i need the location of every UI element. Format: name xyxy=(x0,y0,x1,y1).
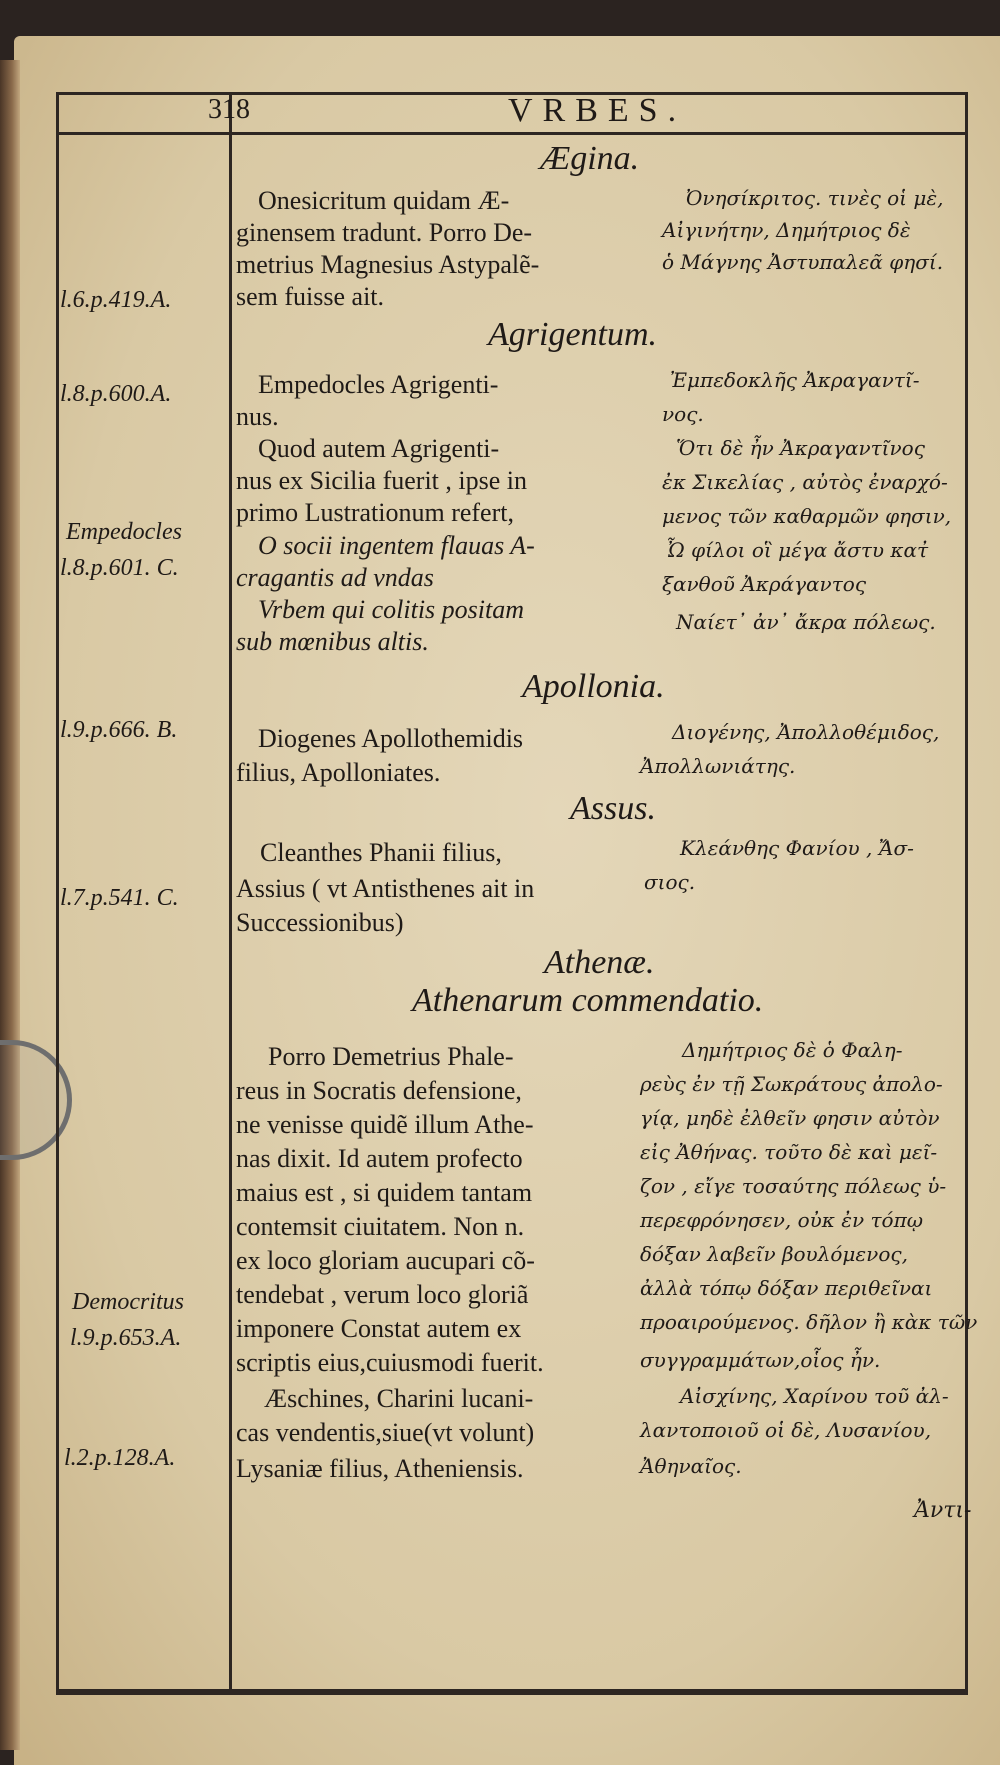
latin-verse: sub mœnibus altis. xyxy=(236,627,429,656)
latin-line: scriptis eius,cuiusmodi fuerit. xyxy=(236,1348,544,1377)
section-heading: Assus. xyxy=(570,790,656,827)
greek-line: Αἰγινήτην, Δημήτριος δὲ xyxy=(662,218,911,242)
latin-line: ex loco gloriam aucupari cõ- xyxy=(236,1246,535,1275)
latin-line: ne venisse quidẽ illum Athe- xyxy=(236,1110,534,1139)
latin-line: filius, Apolloniates. xyxy=(236,758,441,787)
latin-line: Onesicritum quidam Æ- xyxy=(258,186,510,215)
greek-line: Ἐμπεδοκλῆς Ἀκραγαντῖ- xyxy=(670,368,920,392)
latin-line: Empedocles Agrigenti- xyxy=(258,370,499,399)
greek-line: Ἀπολλωνιάτης. xyxy=(640,754,796,778)
margin-reference: l.7.p.541. C. xyxy=(60,885,179,911)
latin-line: sem fuisse ait. xyxy=(236,282,385,311)
latin-line: Porro Demetrius Phale- xyxy=(268,1042,514,1071)
latin-line: contemsit ciuitatem. Non n. xyxy=(236,1212,525,1241)
section-subheading: Athenarum commendatio. xyxy=(412,982,764,1019)
greek-line: ξανθοῦ Ἀκράγαντος xyxy=(662,572,867,596)
header-rule xyxy=(56,132,968,135)
greek-line: Διογένης, Ἀπολλοθέμιδος, xyxy=(672,720,940,744)
section-heading: Athenæ. xyxy=(544,944,655,981)
latin-line: primo Lustrationum refert, xyxy=(236,498,514,527)
latin-line: Diogenes Apollothemidis xyxy=(258,724,524,753)
greek-line: ὁ Μάγνης Ἀστυπαλεᾶ φησί. xyxy=(662,250,944,274)
footer-rule xyxy=(56,1692,968,1695)
latin-line: Lysaniæ filius, Atheniensis. xyxy=(236,1454,524,1483)
margin-reference: Democritus xyxy=(72,1289,184,1315)
greek-line: Ὅτι δὲ ἦν Ἀκραγαντῖνος xyxy=(676,436,925,460)
margin-reference: Empedocles xyxy=(66,519,182,545)
latin-line: cas vendentis,siue(vt volunt) xyxy=(236,1418,535,1447)
catchword: Ἀντι- xyxy=(914,1498,972,1523)
latin-verse: O socii ingentem flauas A- xyxy=(258,531,535,560)
margin-reference: l.9.p.653.A. xyxy=(70,1325,182,1351)
greek-line: γίᾳ, μηδὲ ἐλθεῖν φησιν αὐτὸν xyxy=(640,1106,940,1130)
greek-line: μενος τῶν καθαρμῶν φησιν, xyxy=(662,504,952,528)
margin-reference: l.8.p.601. C. xyxy=(60,555,179,581)
running-title: VRBES. xyxy=(508,92,687,129)
latin-verse: cragantis ad vndas xyxy=(236,563,434,592)
greek-line: εἰς Ἀθήνας. τοῦτο δὲ καὶ μεῖ- xyxy=(640,1140,938,1164)
greek-line: Δημήτριος δὲ ὁ Φαλη- xyxy=(682,1038,903,1062)
latin-line: imponere Constat autem ex xyxy=(236,1314,522,1343)
greek-line: συγγραμμάτων,οἷος ἦν. xyxy=(640,1348,881,1372)
page-number: 318 xyxy=(208,94,250,125)
latin-line: Æschines, Charini lucani- xyxy=(264,1384,534,1413)
margin-column-rule xyxy=(229,92,232,1692)
section-heading: Ægina. xyxy=(540,140,640,177)
greek-line: ζον , εἴγε τοσαύτης πόλεως ὑ- xyxy=(640,1174,947,1198)
latin-line: nas dixit. Id autem profecto xyxy=(236,1144,523,1173)
page-stack-edge xyxy=(0,60,20,1750)
latin-line: tendebat , verum loco gloriã xyxy=(236,1280,529,1309)
greek-line: προαιρούμενος. δῆλον ἢ κὰκ τῶν xyxy=(640,1310,978,1334)
margin-reference: l.8.p.600.A. xyxy=(60,381,172,407)
greek-line: περεφρόνησεν, οὐκ ἐν τόπῳ xyxy=(640,1208,924,1232)
greek-line: Ὦ φίλοι οἳ μέγα ἄστυ κατ̓ xyxy=(666,538,929,562)
latin-line: ginensem tradunt. Porro De- xyxy=(236,218,533,247)
greek-line: Αἰσχίνης, Χαρίνου τοῦ ἀλ- xyxy=(680,1384,949,1408)
latin-line: Quod autem Agrigenti- xyxy=(258,434,500,463)
latin-line: reus in Socratis defensione, xyxy=(236,1076,522,1105)
latin-verse: Vrbem qui colitis positam xyxy=(258,595,525,624)
latin-line: Assius ( vt Antisthenes ait in xyxy=(236,874,535,903)
greek-line: ἀλλὰ τόπῳ δόξαν περιθεῖναι xyxy=(640,1276,933,1300)
greek-line: ρεὺς ἐν τῇ Σωκράτους ἀπολο- xyxy=(640,1072,943,1096)
margin-reference: l.2.p.128.A. xyxy=(64,1445,176,1471)
margin-reference: l.6.p.419.A. xyxy=(60,287,172,313)
greek-line: Ἀθηναῖος. xyxy=(640,1454,742,1478)
latin-line: Successionibus) xyxy=(236,908,404,937)
greek-line: σιος. xyxy=(644,870,696,894)
latin-line: maius est , si quidem tantam xyxy=(236,1178,533,1207)
latin-line: Cleanthes Phanii filius, xyxy=(260,838,502,867)
latin-line: nus. xyxy=(236,402,279,431)
greek-line: ἐκ Σικελίας , αὐτὸς ἐναρχό- xyxy=(662,470,948,494)
section-heading: Agrigentum. xyxy=(488,316,658,353)
greek-line: Κλεάνθης Φανίου , Ἄσ- xyxy=(680,836,914,860)
greek-line: δόξαν λαβεῖν βουλόμενος, xyxy=(640,1242,908,1266)
greek-line: λαντοποιοῦ οἱ δὲ, Λυσανίου, xyxy=(640,1418,932,1442)
section-heading: Apollonia. xyxy=(522,668,665,705)
greek-line: νος. xyxy=(662,402,704,426)
latin-line: metrius Magnesius Astypalẽ- xyxy=(236,250,540,279)
greek-line: Ὀνησίκριτος. τινὲς οἱ μὲ, xyxy=(686,186,944,210)
greek-line: Ναίετ᾽ ἀν᾽ ἄκρα πόλεως. xyxy=(676,610,936,634)
latin-line: nus ex Sicilia fuerit , ipse in xyxy=(236,466,528,495)
margin-reference: l.9.p.666. B. xyxy=(60,717,178,743)
